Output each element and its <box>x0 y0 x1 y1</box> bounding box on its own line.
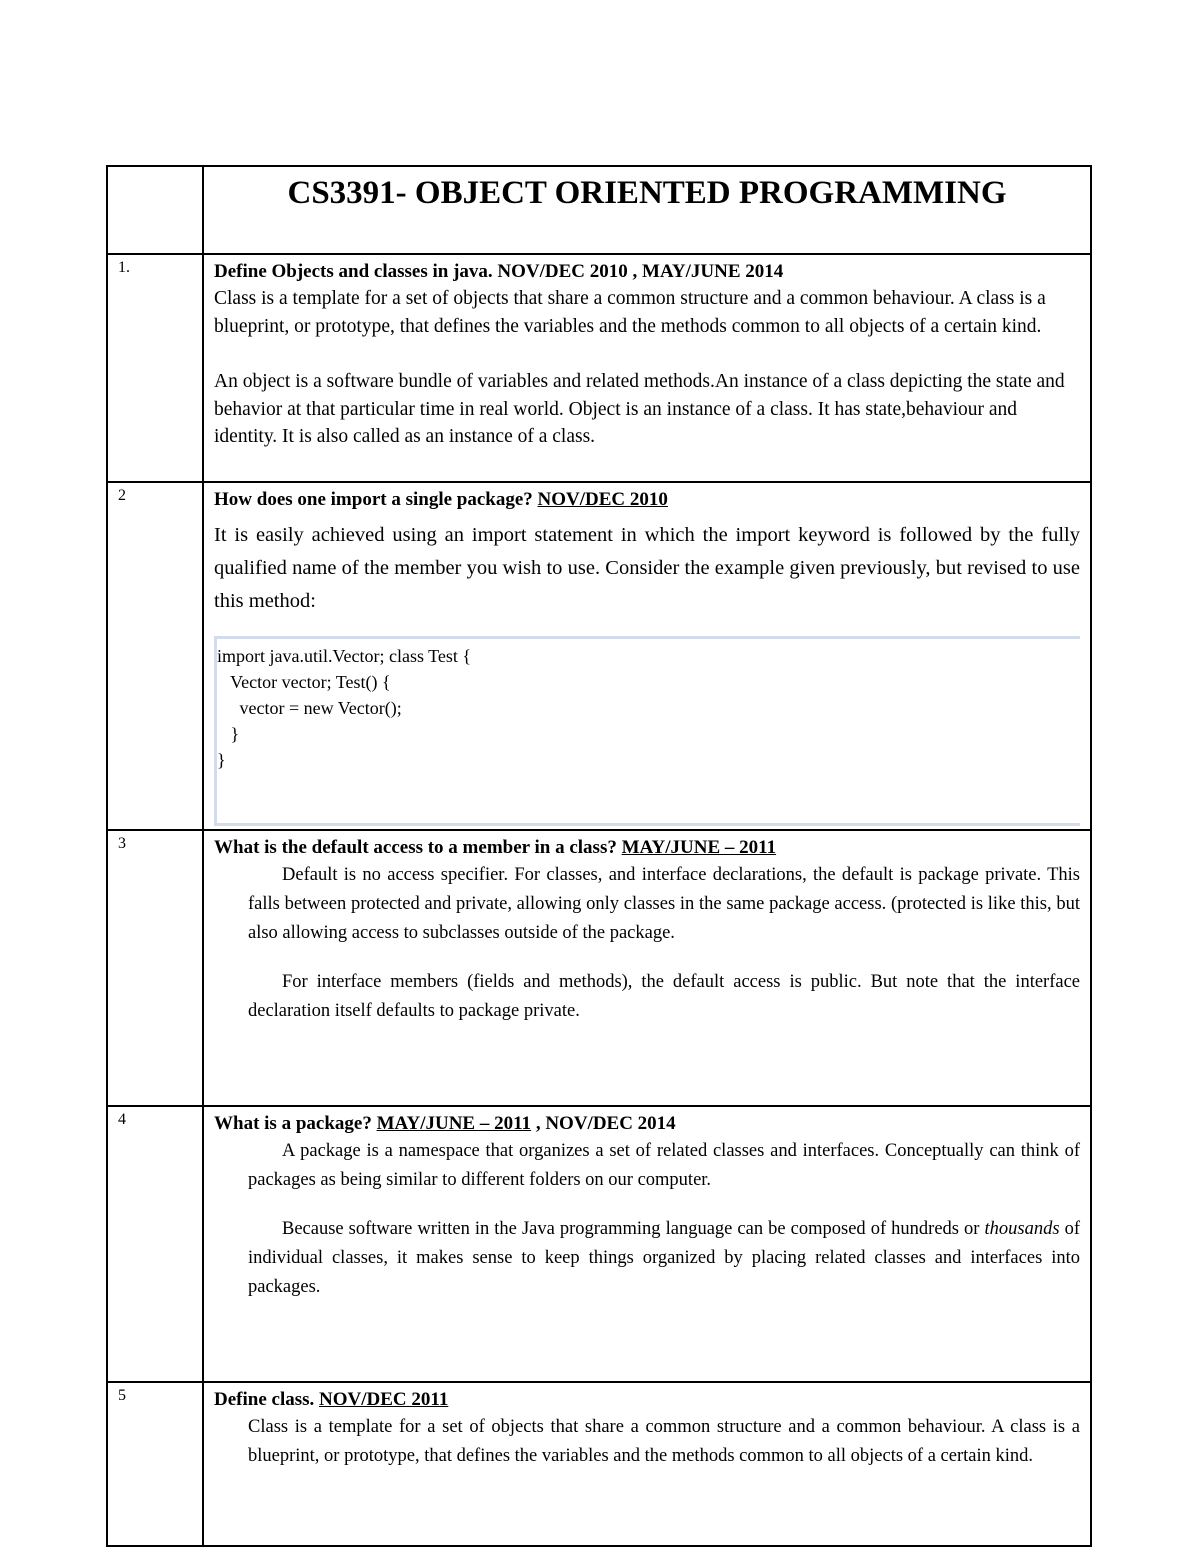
table-row <box>107 1106 1091 1382</box>
table-row <box>107 254 1091 482</box>
question-heading <box>214 1387 1080 1413</box>
answer-paragraph <box>248 1215 1080 1302</box>
question-text: What is a package? <box>214 1113 372 1134</box>
answer-text: Default is no access specifier. For classes, and interface declarations, the default is package private. This falls between protected and private, allowing only classes in the same package access. (protected is like this, but also allowing access to subclasses outside of the package. <box>248 865 1080 943</box>
question-table <box>106 165 1092 1547</box>
exam-tag-secondary: , NOV/DEC 2014 <box>531 1113 676 1134</box>
title-number-cell <box>107 166 203 254</box>
answer-cell <box>203 1106 1091 1382</box>
emphasis-text: thousands <box>984 1219 1060 1239</box>
question-heading: Define Objects and classes in java. NOV/DEC 2010 , MAY/JUNE 2014 <box>214 261 784 282</box>
code-block: import java.util.Vector; class Test { Vector vector; Test() { vector = new Vector(); } } <box>214 636 1080 826</box>
question-text: What is the default access to a member in a class? <box>214 837 617 858</box>
table-row <box>107 1382 1091 1546</box>
question-heading <box>214 487 1080 513</box>
question-text: How does one import a single package? <box>214 489 533 510</box>
exam-tag: NOV/DEC 2011 <box>319 1389 449 1410</box>
answer-paragraph <box>248 861 1080 948</box>
answer-paragraph <box>248 968 1080 1026</box>
answer-text: For interface members (fields and methods), the default access is public. But note that the interface declaration itself defaults to package private. <box>248 972 1080 1021</box>
answer-text: A package is a namespace that organizes a set of related classes and interfaces. Conceptually can think of packages as being similar to different folders on our computer. <box>248 1141 1080 1190</box>
answer-cell <box>203 482 1091 830</box>
answer-cell <box>203 830 1091 1106</box>
answer-paragraph <box>248 1137 1080 1195</box>
answer-text: of individual classes, it makes sense to keep things organized by placing related classes and interfaces into packages. <box>248 1219 1080 1297</box>
table-row <box>107 830 1091 1106</box>
question-number: 2 <box>107 482 203 830</box>
answer-paragraph: It is easily achieved using an import statement in which the import keyword is followed by the fully qualified name of the member you wish to use. Consider the example given previously, but revised to use this method: <box>214 524 1080 612</box>
page-title: CS3391- OBJECT ORIENTED PROGRAMMING <box>287 175 1007 211</box>
exam-tag: MAY/JUNE – 2011 <box>621 837 777 858</box>
table-row <box>107 482 1091 830</box>
answer-cell <box>203 1382 1091 1546</box>
answer-cell <box>203 254 1091 482</box>
answer-paragraph: Class is a template for a set of objects that share a common structure and a common behaviour. A class is a blueprint, or prototype, that defines the variables and the methods common to all objects of a certain kind. <box>214 288 1046 337</box>
answer-text: Because software written in the Java programming language can be composed of hundreds or <box>282 1219 980 1239</box>
question-number: 5 <box>107 1382 203 1546</box>
title-cell <box>203 166 1091 254</box>
question-number: 4 <box>107 1106 203 1382</box>
question-heading <box>214 1111 1080 1137</box>
question-number: 3 <box>107 830 203 1106</box>
answer-paragraph: An object is a software bundle of variables and related methods.An instance of a class depicting the state and behavior at that particular time in real world. Object is an instance of a class. It has state,behaviour and identity. It is also called as an instance of a class. <box>214 371 1065 447</box>
question-heading <box>214 835 1080 861</box>
answer-paragraph: Class is a template for a set of objects that share a common structure and a common behaviour. A class is a blueprint, or prototype, that defines the variables and the methods common to all objects of a certain kind. <box>248 1417 1080 1466</box>
exam-tag: MAY/JUNE – 2011 <box>376 1113 532 1134</box>
question-text: Define class. <box>214 1389 315 1410</box>
title-row <box>107 166 1091 254</box>
question-number: 1. <box>107 254 203 482</box>
exam-tag: NOV/DEC 2010 <box>537 489 668 510</box>
